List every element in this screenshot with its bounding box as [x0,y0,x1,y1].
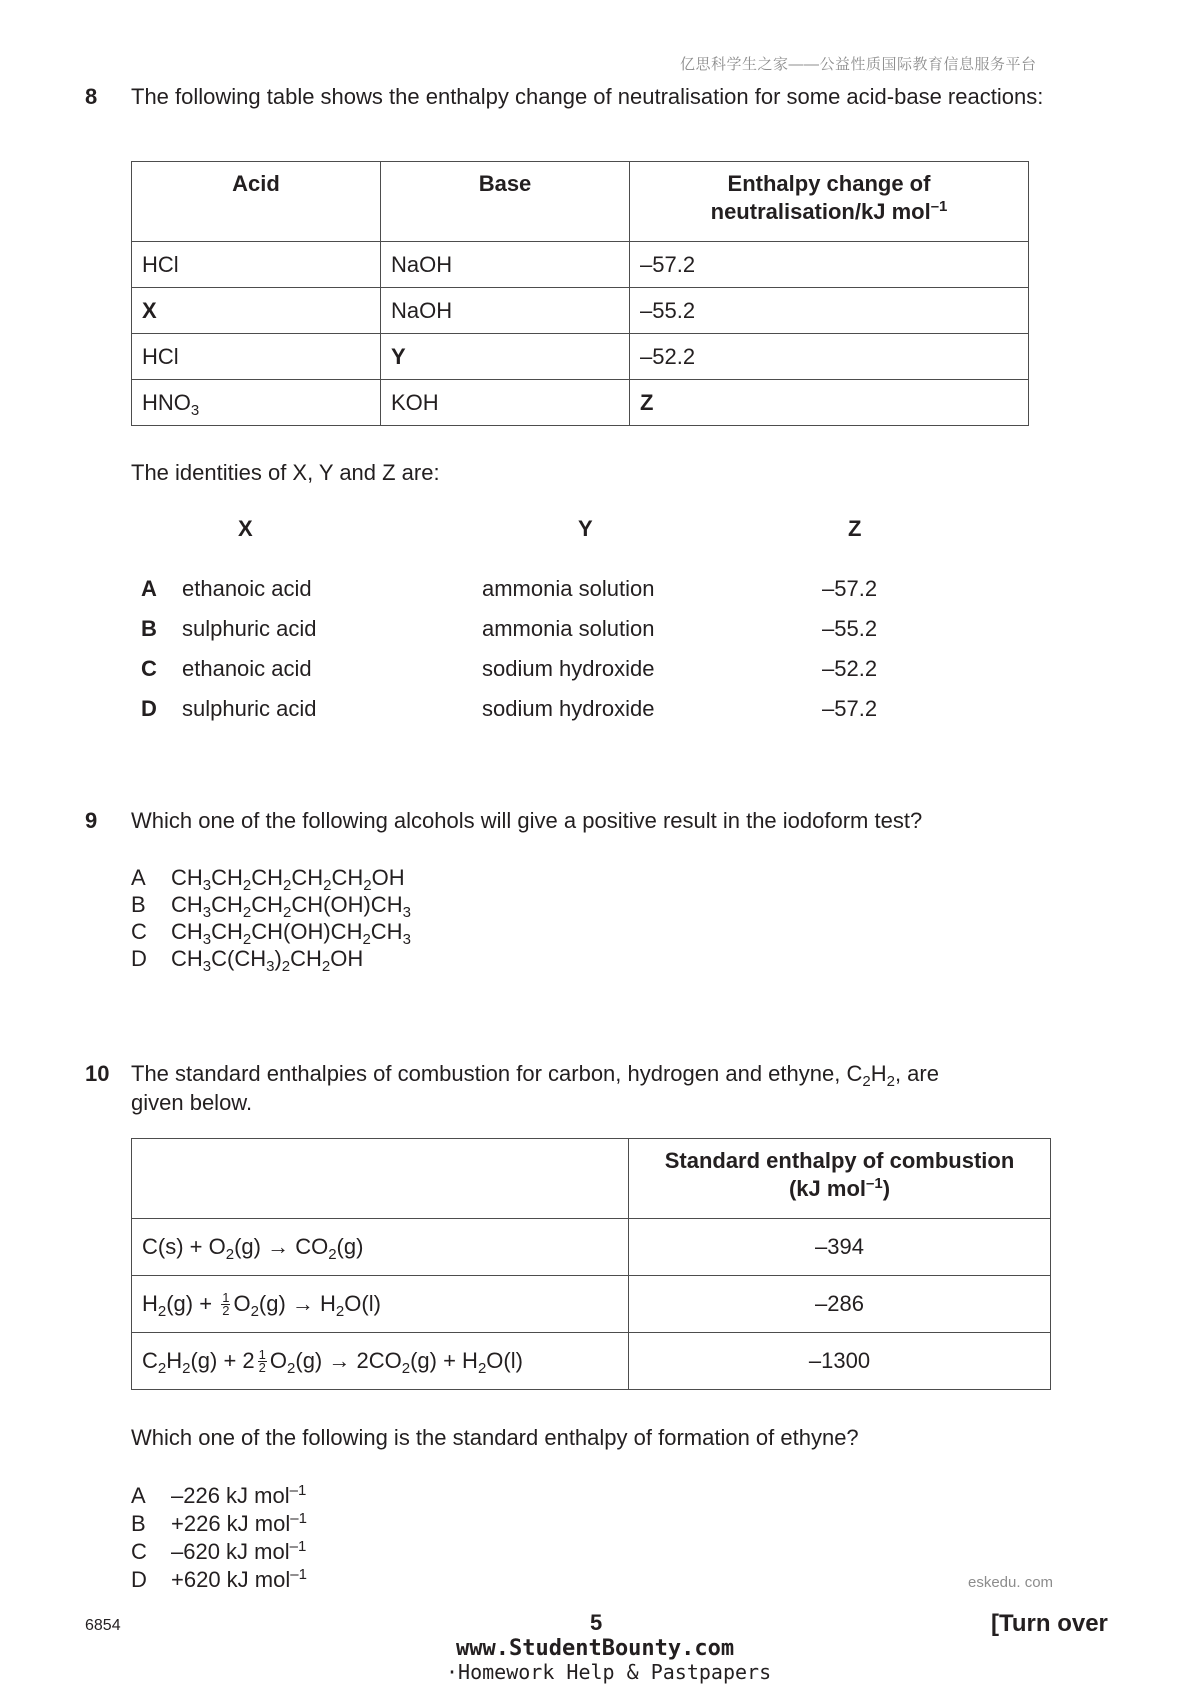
q8-option-b-letter: B [141,616,157,641]
table-row [132,1276,1051,1333]
table-row [132,380,1029,426]
q10-option-c[interactable]: C –620 kJ mol$^{-1}$ [131,1538,307,1564]
q10-text: The standard enthalpies of combustion for carbon, hydrogen and ethyne, $C_2H_2$, are given below. [131,1061,939,1115]
q10-table [131,1138,1051,1390]
q8-option-b-z: –55.2 [822,616,878,641]
q8-option-a-z: –57.2 [822,576,878,601]
table-row [132,288,1029,334]
q8-option-d-y: sodium hydroxide [482,696,655,721]
q8-option-d-z: –57.2 [822,696,878,721]
q8-row1-acid: HCl [132,242,381,288]
q10-question: Which one of the following is the standard enthalpy of formation of ethyne? [131,1425,859,1450]
table-row [132,1219,1051,1276]
q10-header-blank [132,1139,629,1219]
q8-row4-acid: $HNO_3$ [132,380,381,426]
q8-identities-text: The identities of X, Y and Z are: [131,460,440,485]
table-row [132,242,1029,288]
q10-option-a[interactable]: A –226 kJ mol$^{-1}$ [131,1482,307,1508]
q8-option-b-x: sulphuric acid [182,616,317,641]
q8-option-c-y: sodium hydroxide [482,656,655,681]
table-row [132,1333,1051,1390]
q8-table [131,161,1029,426]
q9-options [131,864,411,975]
q8-row2-enthalpy: –55.2 [630,288,1029,334]
q8-header-base: Base [381,162,630,242]
q8-row4-base: KOH [381,380,630,426]
paper-code: 6854 [85,1617,121,1634]
q8-header-enthalpy: Enthalpy change of neutralisation/kJ mol$^{-1}$ [630,162,1029,242]
q10-row1-value: –394 [629,1219,1051,1276]
q8-option-d-x: sulphuric acid [182,696,317,721]
q8-header-acid: Acid [132,162,381,242]
q8-row3-acid: HCl [132,334,381,380]
q9-text: Which one of the following alcohols will give a positive result in the iodoform test? [131,808,923,833]
q8-col-y: Y [578,516,593,541]
q8-option-c-letter: C [141,656,157,681]
q9-option-d[interactable]: D $CH_3C(CH_3)_2CH_2OH$ [131,946,364,975]
q8-option-c-z: –52.2 [822,656,878,681]
q8-text: The following table shows the enthalpy change of neutralisation for some acid-base reactions: [131,84,1044,109]
q8-col-x: X [238,516,253,541]
q8-option-a-x: ethanoic acid [182,576,312,601]
q8-option-d-letter: D [141,696,157,721]
q8-option-a-y: ammonia solution [482,576,655,601]
q8-option-a-letter: A [141,576,157,601]
q8-row3-base: Y [381,334,630,380]
q10-row2-equation: $H_2(g)$ + $\frac{1}{2}$ $O_2(g) \to H_2O(l)$ [132,1276,629,1333]
q8-row1-enthalpy: –57.2 [630,242,1029,288]
q8-row2-base: NaOH [381,288,630,334]
q10-option-d[interactable]: D +620 kJ mol$^{-1}$ [131,1566,307,1592]
q8-row4-enthalpy: Z [630,380,1029,426]
q9-option-b[interactable]: B $CH_3CH_2CH_2CH(OH)CH_3$ [131,892,411,921]
q9-option-c[interactable]: C $CH_3CH_2CH(OH)CH_2CH_3$ [131,919,411,948]
turn-over-label: [Turn over [991,1610,1108,1637]
studentbounty-link[interactable]: www.StudentBounty.com [456,1636,735,1661]
q9-number: 9 [85,808,98,833]
q10-options [131,1482,307,1594]
q10-row3-value: –1300 [629,1333,1051,1390]
header-watermark: 亿思科学生之家——公益性质国际教育信息服务平台 [680,56,1037,73]
page-number: 5 [590,1610,603,1635]
q8-row3-enthalpy: –52.2 [630,334,1029,380]
q9-option-a[interactable]: A $CH_3CH_2CH_2CH_2CH_2OH$ [131,865,405,894]
q10-row1-equation: $C(s) + O_2(g) \to CO_2(g)$ [132,1219,629,1276]
q8-row2-acid: X [132,288,381,334]
fraction-half: $\frac{1}{2}$ [222,1290,230,1319]
q8-row1-base: NaOH [381,242,630,288]
fraction-half: $\frac{1}{2}$ [258,1347,266,1376]
q8-option-b-y: ammonia solution [482,616,655,641]
q10-number: 10 [85,1061,110,1086]
q10-row2-value: –286 [629,1276,1051,1333]
table-row [132,334,1029,380]
footer-watermark: eskedu. com [968,1574,1054,1591]
q8-option-c-x: ethanoic acid [182,656,312,681]
studentbounty-tagline: ·Homework Help & Pastpapers [446,1660,772,1684]
q8-col-z: Z [848,516,862,541]
q10-row3-equation: $C_2H_2(g) + 2$ $\frac{1}{2}$ $O_2(g) \to 2CO_2(g) + H_2O(l)$ [132,1333,629,1390]
q8-number: 8 [85,84,98,109]
q10-option-b[interactable]: B +226 kJ mol$^{-1}$ [131,1510,307,1536]
q10-header-enthalpy: Standard enthalpy of combustion (kJ mol$^{-1}$) [629,1139,1051,1219]
